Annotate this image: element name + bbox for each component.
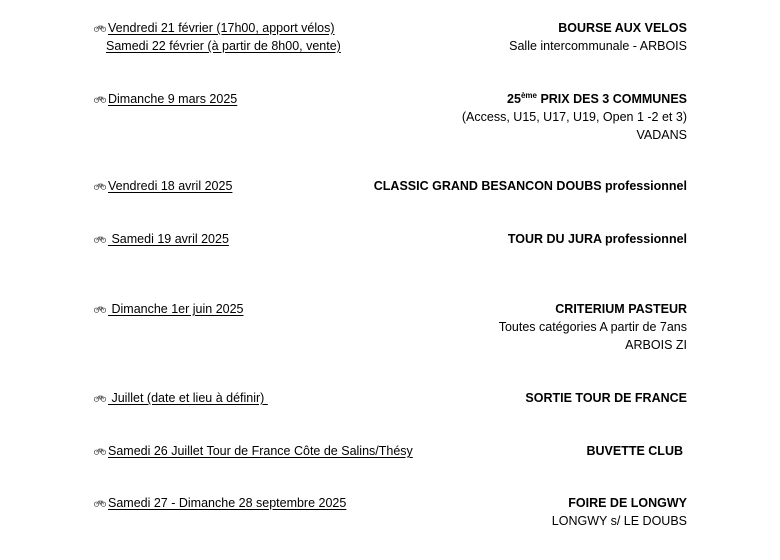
bicycle-icon — [94, 499, 106, 507]
event-date-text: Vendredi 21 février (17h00, apport vélos) — [108, 21, 335, 35]
event-date-text: Samedi 22 février (à partir de 8h00, vente) — [106, 39, 341, 53]
bicycle-icon — [94, 235, 106, 243]
event-detail: (Access, U15, U17, U19, Open 1 -2 et 3) — [461, 110, 687, 124]
event-info — [267, 389, 687, 407]
event-title — [267, 90, 687, 108]
bicycle-icon — [94, 95, 106, 103]
event-date-text: Samedi 26 Juillet Tour de France Côte de Salins/Thésy — [108, 444, 413, 458]
event-info — [267, 19, 687, 55]
event-date-text: Samedi 27 - Dimanche 28 septembre 2025 — [108, 496, 347, 510]
event-detail: VADANS — [636, 128, 687, 142]
event-date-text: Dimanche 9 mars 2025 — [108, 92, 238, 106]
event-info — [267, 494, 687, 530]
event-title-number: 25 — [507, 92, 521, 106]
event-title: CRITERIUM PASTEUR — [555, 302, 687, 316]
bicycle-icon — [94, 305, 106, 313]
event-info — [267, 300, 687, 354]
event-date-text: Juillet (date et lieu à définir) — [108, 391, 268, 405]
event-title: BUVETTE CLUB — [586, 444, 683, 458]
event-info — [267, 230, 687, 248]
event-title: SORTIE TOUR DE FRANCE — [525, 391, 687, 405]
event-date-text: Vendredi 18 avril 2025 — [108, 179, 233, 193]
bicycle-icon — [94, 394, 106, 402]
event-date-text: Samedi 19 avril 2025 — [108, 232, 229, 246]
bicycle-icon — [94, 182, 106, 190]
event-info — [263, 442, 683, 460]
event-title: TOUR DU JURA professionnel — [507, 232, 687, 246]
event-info — [267, 177, 687, 195]
event-detail: LONGWY s/ LE DOUBS — [551, 514, 687, 528]
event-title: CLASSIC GRAND BESANCON DOUBS professionnel — [373, 179, 687, 193]
event-detail: Toutes catégories A partir de 7ans — [498, 320, 687, 334]
event-info — [267, 90, 687, 144]
bicycle-icon — [94, 447, 106, 455]
event-title-ordinal: ème — [520, 90, 537, 100]
event-title: BOURSE AUX VELOS — [558, 21, 687, 35]
event-detail: ARBOIS ZI — [625, 338, 687, 352]
event-date-text: Dimanche 1er juin 2025 — [108, 302, 244, 316]
event-title-text: PRIX DES 3 COMMUNES — [536, 92, 687, 106]
event-title: FOIRE DE LONGWY — [568, 496, 687, 510]
bicycle-icon — [94, 24, 106, 32]
event-detail: Salle intercommunale - ARBOIS — [509, 39, 687, 53]
